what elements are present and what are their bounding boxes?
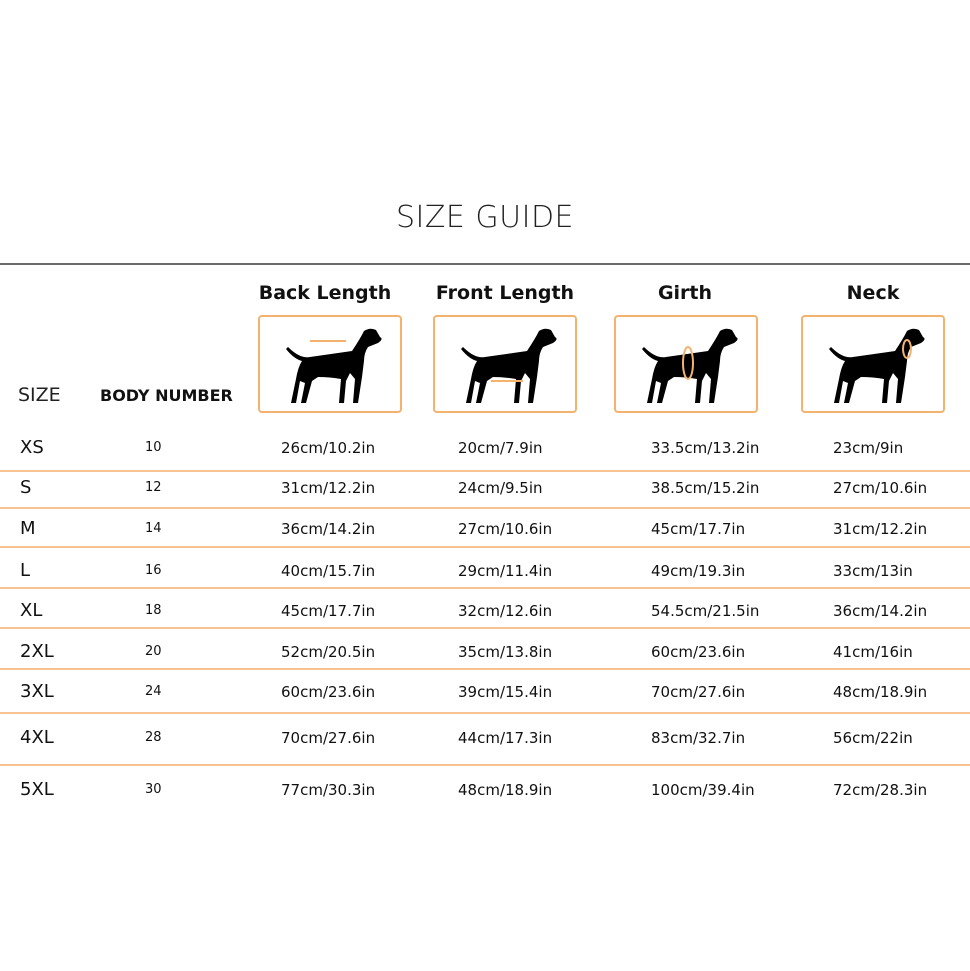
front-length-value: 27cm/10.6in bbox=[458, 520, 553, 538]
body-number: 20 bbox=[145, 644, 162, 659]
dog-back-length-icon bbox=[258, 315, 402, 413]
body-number: 10 bbox=[145, 440, 162, 455]
row-divider bbox=[0, 712, 970, 714]
row-divider bbox=[0, 587, 970, 589]
size-label: 4XL bbox=[20, 727, 54, 748]
dog-girth-icon bbox=[614, 315, 758, 413]
size-label: XS bbox=[20, 437, 44, 458]
neck-value: 27cm/10.6in bbox=[833, 479, 928, 497]
front-length-value: 32cm/12.6in bbox=[458, 602, 553, 620]
girth-value: 83cm/32.7in bbox=[651, 729, 746, 747]
back-length-value: 52cm/20.5in bbox=[281, 643, 376, 661]
header-body-number: BODY NUMBER bbox=[100, 386, 233, 405]
neck-value: 23cm/9in bbox=[833, 439, 904, 457]
size-label: 2XL bbox=[20, 641, 54, 662]
row-divider bbox=[0, 627, 970, 629]
back-length-value: 31cm/12.2in bbox=[281, 479, 376, 497]
girth-value: 45cm/17.7in bbox=[651, 520, 746, 538]
back-length-value: 60cm/23.6in bbox=[281, 683, 376, 701]
back-length-value: 77cm/30.3in bbox=[281, 781, 376, 799]
col-head-back-length: Back Length bbox=[258, 282, 392, 304]
neck-value: 31cm/12.2in bbox=[833, 520, 928, 538]
back-length-value: 40cm/15.7in bbox=[281, 562, 376, 580]
body-number: 18 bbox=[145, 603, 162, 618]
front-length-value: 48cm/18.9in bbox=[458, 781, 553, 799]
girth-value: 100cm/39.4in bbox=[651, 781, 755, 799]
size-label: 3XL bbox=[20, 681, 54, 702]
girth-value: 38.5cm/15.2in bbox=[651, 479, 760, 497]
row-divider bbox=[0, 546, 970, 548]
body-number: 16 bbox=[145, 563, 162, 578]
front-length-value: 20cm/7.9in bbox=[458, 439, 543, 457]
header-divider bbox=[0, 263, 970, 265]
back-length-value: 36cm/14.2in bbox=[281, 520, 376, 538]
front-length-value: 24cm/9.5in bbox=[458, 479, 543, 497]
size-label: S bbox=[20, 477, 32, 498]
row-divider bbox=[0, 668, 970, 670]
neck-value: 72cm/28.3in bbox=[833, 781, 928, 799]
front-length-value: 44cm/17.3in bbox=[458, 729, 553, 747]
body-number: 14 bbox=[145, 521, 162, 536]
back-length-value: 70cm/27.6in bbox=[281, 729, 376, 747]
dog-neck-icon bbox=[801, 315, 945, 413]
neck-value: 48cm/18.9in bbox=[833, 683, 928, 701]
front-length-value: 39cm/15.4in bbox=[458, 683, 553, 701]
body-number: 24 bbox=[145, 684, 162, 699]
front-length-value: 29cm/11.4in bbox=[458, 562, 553, 580]
header-size: SIZE bbox=[18, 384, 61, 406]
girth-value: 49cm/19.3in bbox=[651, 562, 746, 580]
col-head-girth: Girth bbox=[657, 282, 713, 304]
neck-value: 41cm/16in bbox=[833, 643, 913, 661]
body-number: 12 bbox=[145, 480, 162, 495]
neck-value: 36cm/14.2in bbox=[833, 602, 928, 620]
girth-value: 60cm/23.6in bbox=[651, 643, 746, 661]
size-label: 5XL bbox=[20, 779, 54, 800]
size-label: L bbox=[20, 560, 31, 581]
row-divider bbox=[0, 507, 970, 509]
back-length-value: 45cm/17.7in bbox=[281, 602, 376, 620]
body-number: 28 bbox=[145, 730, 162, 745]
neck-value: 56cm/22in bbox=[833, 729, 913, 747]
dog-front-length-icon bbox=[433, 315, 577, 413]
girth-value: 70cm/27.6in bbox=[651, 683, 746, 701]
size-label: XL bbox=[20, 600, 43, 621]
row-divider bbox=[0, 764, 970, 766]
neck-value: 33cm/13in bbox=[833, 562, 913, 580]
girth-value: 33.5cm/13.2in bbox=[651, 439, 760, 457]
page-title: SIZE GUIDE bbox=[395, 200, 575, 235]
body-number: 30 bbox=[145, 782, 162, 797]
girth-value: 54.5cm/21.5in bbox=[651, 602, 760, 620]
row-divider bbox=[0, 470, 970, 472]
size-label: M bbox=[20, 518, 36, 539]
col-head-front-length: Front Length bbox=[435, 282, 575, 304]
front-length-value: 35cm/13.8in bbox=[458, 643, 553, 661]
col-head-neck: Neck bbox=[846, 282, 900, 304]
back-length-value: 26cm/10.2in bbox=[281, 439, 376, 457]
